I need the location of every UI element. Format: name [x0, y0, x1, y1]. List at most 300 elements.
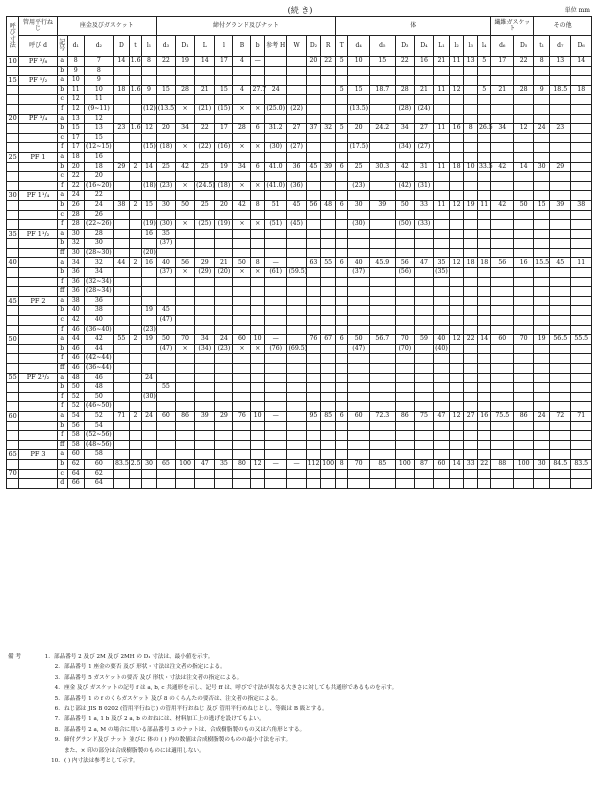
table-cell-fd	[514, 373, 534, 383]
table-cell-b: 27.7	[251, 85, 265, 95]
table-cell-b: 8	[251, 200, 265, 210]
table-cell-l	[215, 316, 233, 326]
table-cell-l1	[434, 143, 450, 153]
table-cell-d3	[156, 66, 175, 76]
table-cell-od	[571, 95, 592, 105]
table-cell-r	[321, 248, 336, 258]
table-cell-l: (16)	[215, 143, 233, 153]
table-cell-b	[233, 172, 251, 182]
table-cell-d5	[369, 239, 395, 249]
table-cell-d2: 12	[84, 114, 113, 124]
table-cell-od	[571, 479, 592, 489]
table-cell-od	[550, 431, 571, 441]
table-cell-fd	[514, 268, 534, 278]
table-cell-l4	[477, 143, 491, 153]
table-cell-b	[251, 66, 265, 76]
table-cell-d1: 40	[67, 306, 84, 316]
table-cell-fd	[514, 143, 534, 153]
table-cell-d1: 22	[67, 181, 84, 191]
table-cell-l2	[449, 181, 464, 191]
table-cell-l2	[449, 479, 464, 489]
table-cell-od	[550, 172, 571, 182]
table-cell-l1: 11	[434, 162, 450, 172]
col-header: b	[251, 36, 265, 57]
table-cell-size	[7, 344, 19, 354]
table-cell-fd	[491, 450, 514, 460]
table-cell-ot	[534, 133, 550, 143]
table-row	[7, 469, 592, 479]
table-cell-od: 72	[550, 411, 571, 421]
table-cell-mark: b	[57, 124, 67, 134]
table-cell-l	[215, 210, 233, 220]
table-cell-fd	[491, 469, 514, 479]
table-cell-l1	[434, 210, 450, 220]
table-cell-od	[550, 364, 571, 374]
table-cell-l: 29	[195, 258, 215, 268]
table-cell-fd: 56	[491, 258, 514, 268]
table-cell-l2	[449, 344, 464, 354]
table-cell-ot: 30	[534, 162, 550, 172]
table-cell-t: 1.6	[129, 85, 141, 95]
table-cell-h	[264, 373, 287, 383]
col-header: d₂	[84, 36, 113, 57]
table-cell-d3	[156, 277, 175, 287]
table-cell-b: ×	[251, 268, 265, 278]
table-cell-r	[321, 440, 336, 450]
table-cell-l4	[477, 133, 491, 143]
table-cell-r	[321, 277, 336, 287]
table-cell-l: 39	[195, 411, 215, 421]
table-cell-w	[287, 354, 306, 364]
table-cell-fd	[514, 421, 534, 431]
table-cell-d2: 15	[84, 133, 113, 143]
table-cell-b	[251, 133, 265, 143]
table-cell-fd	[514, 479, 534, 489]
table-cell-od	[571, 450, 592, 460]
table-cell-d1	[176, 383, 195, 393]
table-cell-od: 13	[550, 57, 571, 67]
table-cell-l2	[449, 392, 464, 402]
table-cell-od	[550, 181, 571, 191]
table-cell-d4: 10	[348, 57, 369, 67]
table-cell-d1	[176, 402, 195, 412]
table-cell-d4	[348, 354, 369, 364]
table-cell-l	[195, 440, 215, 450]
table-cell-mark: c	[57, 210, 67, 220]
table-cell-ot	[534, 306, 550, 316]
table-cell-l	[195, 277, 215, 287]
table-cell-od	[571, 220, 592, 230]
table-cell-w	[287, 95, 306, 105]
table-cell-d4	[348, 296, 369, 306]
table-cell-d3	[156, 210, 175, 220]
table-cell-b: ×	[233, 268, 251, 278]
table-cell-d1	[176, 172, 195, 182]
table-cell-od	[571, 162, 592, 172]
table-cell-l4: 5	[477, 57, 491, 67]
table-cell-d3	[156, 95, 175, 105]
table-cell-l: 21	[195, 85, 215, 95]
table-cell-l	[195, 316, 215, 326]
table-cell-od	[571, 172, 592, 182]
table-cell-w	[287, 114, 306, 124]
table-cell-t	[129, 479, 141, 489]
table-cell-size	[7, 181, 19, 191]
table-cell-l1	[142, 191, 157, 201]
table-cell-l1	[434, 306, 450, 316]
table-cell-l3	[464, 364, 478, 374]
col-header: d₄	[348, 36, 369, 57]
table-cell-thread	[19, 421, 57, 431]
table-cell-h	[264, 114, 287, 124]
table-cell-l2	[449, 325, 464, 335]
table-cell-d1: ×	[176, 104, 195, 114]
table-cell-d2	[306, 191, 321, 201]
table-row	[7, 143, 592, 153]
table-cell-d3	[156, 325, 175, 335]
table-cell-d2: (42~44)	[84, 354, 113, 364]
table-cell-l2	[449, 191, 464, 201]
table-cell-d4	[414, 248, 433, 258]
table-cell-mark: ff	[57, 248, 67, 258]
table-cell-w	[287, 316, 306, 326]
table-cell-t	[129, 191, 141, 201]
table-cell-d4	[348, 248, 369, 258]
col-header: l₄	[477, 36, 491, 57]
table-cell-r	[321, 181, 336, 191]
table-cell-l2	[449, 364, 464, 374]
table-cell-size	[7, 268, 19, 278]
table-cell-d1	[176, 440, 195, 450]
table-cell-thread	[19, 364, 57, 374]
table-cell-d2: 36	[84, 296, 113, 306]
table-cell-d1: 12	[67, 104, 84, 114]
table-cell-l: 21	[215, 258, 233, 268]
table-cell-od	[571, 239, 592, 249]
table-cell-d1: 34	[67, 258, 84, 268]
table-cell-l3: 19	[464, 200, 478, 210]
table-cell-d2	[306, 402, 321, 412]
table-cell-od	[550, 479, 571, 489]
table-cell-t	[129, 229, 141, 239]
table-cell-t: 6	[336, 335, 348, 345]
table-cell-b	[233, 152, 251, 162]
table-cell-l2	[449, 95, 464, 105]
table-cell-fd	[514, 220, 534, 230]
table-cell-l: 34	[195, 335, 215, 345]
table-cell-t	[129, 469, 141, 479]
table-cell-d3: (50)	[395, 220, 414, 230]
table-cell-b: ×	[233, 344, 251, 354]
table-cell-d2	[306, 143, 321, 153]
table-cell-h: 51	[264, 200, 287, 210]
table-cell-l	[215, 114, 233, 124]
table-cell-d1: 30	[67, 248, 84, 258]
table-cell-d4	[414, 268, 433, 278]
table-cell-l	[215, 421, 233, 431]
table-cell-d1: 52	[67, 402, 84, 412]
table-cell-d4	[414, 287, 433, 297]
table-cell-l4	[477, 325, 491, 335]
table-cell-d1: 18	[67, 152, 84, 162]
table-cell-d3	[395, 152, 414, 162]
table-cell-d4	[414, 383, 433, 393]
note-number: 4.	[54, 685, 60, 692]
table-cell-d4	[348, 469, 369, 479]
table-cell-w: 45	[287, 200, 306, 210]
table-cell-l2: 12	[449, 335, 464, 345]
table-cell-d1	[176, 248, 195, 258]
table-row	[7, 440, 592, 450]
table-cell-l	[215, 440, 233, 450]
table-cell-w: 27	[287, 124, 306, 134]
table-row	[7, 392, 592, 402]
table-cell-d2: 18	[84, 162, 113, 172]
table-cell-size	[7, 402, 19, 412]
table-row	[7, 210, 592, 220]
table-cell-od: 14	[571, 57, 592, 67]
other-header: その他	[534, 17, 592, 36]
table-cell-d4	[348, 450, 369, 460]
table-cell-b: ×	[233, 143, 251, 153]
table-cell-thread	[19, 85, 57, 95]
table-cell-b	[251, 364, 265, 374]
table-cell-d3	[395, 191, 414, 201]
table-cell-t	[336, 392, 348, 402]
table-cell-mark: b	[57, 421, 67, 431]
table-cell-t	[129, 450, 141, 460]
table-cell-d3	[156, 296, 175, 306]
col-header: l	[215, 36, 233, 57]
table-cell-od	[550, 143, 571, 153]
table-cell-b	[251, 402, 265, 412]
table-cell-l1	[434, 479, 450, 489]
col-header: T	[336, 36, 348, 57]
table-cell-d2: (36~40)	[84, 325, 113, 335]
table-cell-w: (27)	[287, 143, 306, 153]
table-cell-size	[7, 95, 19, 105]
table-cell-b	[251, 191, 265, 201]
table-cell-d1	[176, 133, 195, 143]
table-cell-od	[571, 133, 592, 143]
table-cell-b	[233, 383, 251, 393]
table-cell-l4	[477, 210, 491, 220]
table-cell-d3	[395, 277, 414, 287]
table-cell-l2	[449, 229, 464, 239]
table-cell-d3	[156, 133, 175, 143]
table-cell-l1	[434, 392, 450, 402]
table-cell-b: ×	[251, 344, 265, 354]
table-cell-l3	[464, 306, 478, 316]
table-row	[7, 76, 592, 86]
table-cell-l2: 16	[449, 124, 464, 134]
table-cell-d2	[306, 469, 321, 479]
table-cell-l3	[464, 114, 478, 124]
table-cell-d4	[414, 76, 433, 86]
table-cell-d3	[395, 383, 414, 393]
table-cell-od: 45	[550, 258, 571, 268]
table-cell-d2	[306, 364, 321, 374]
table-cell-d3	[156, 287, 175, 297]
table-cell-h: —	[264, 258, 287, 268]
table-cell-ot	[534, 450, 550, 460]
table-cell-d4: 60	[348, 411, 369, 421]
table-cell-l	[215, 152, 233, 162]
table-cell-t	[336, 152, 348, 162]
table-cell-d5	[369, 181, 395, 191]
table-cell-t	[336, 373, 348, 383]
table-cell-d4	[414, 450, 433, 460]
table-cell-w	[287, 277, 306, 287]
table-cell-d5: 30.3	[369, 162, 395, 172]
thread-d-header: 呼び d	[19, 36, 57, 57]
table-cell-od	[550, 248, 571, 258]
table-cell-d2: (32~34)	[84, 277, 113, 287]
table-cell-d1: 17	[67, 133, 84, 143]
table-cell-l2	[449, 248, 464, 258]
table-cell-size	[7, 172, 19, 182]
table-cell-fd	[491, 306, 514, 316]
table-cell-fd	[514, 383, 534, 393]
table-cell-d3	[395, 431, 414, 441]
table-cell-l1: 11	[434, 124, 450, 134]
table-cell-d: 29	[113, 162, 129, 172]
table-cell-l4	[477, 479, 491, 489]
table-cell-h	[264, 95, 287, 105]
table-cell-r	[321, 268, 336, 278]
table-cell-d1	[176, 431, 195, 441]
table-cell-d3	[395, 316, 414, 326]
table-cell-l	[195, 239, 215, 249]
table-cell-t: 2	[129, 411, 141, 421]
table-cell-w	[287, 440, 306, 450]
table-cell-l4	[477, 191, 491, 201]
table-cell-mark: a	[57, 258, 67, 268]
table-cell-mark: b	[57, 66, 67, 76]
table-cell-d4	[348, 402, 369, 412]
table-cell-d2: 34	[84, 268, 113, 278]
table-cell-b: 80	[233, 459, 251, 469]
table-cell-fd	[514, 344, 534, 354]
table-cell-h: —	[264, 411, 287, 421]
table-cell-l	[215, 402, 233, 412]
table-cell-thread	[19, 354, 57, 364]
table-cell-l2	[449, 383, 464, 393]
table-cell-r	[321, 383, 336, 393]
table-cell-od	[571, 354, 592, 364]
packing-header: 座金及びガスケット	[57, 17, 156, 36]
table-cell-h	[264, 306, 287, 316]
table-cell-t	[336, 325, 348, 335]
table-cell-l1	[142, 287, 157, 297]
table-cell-t: 6	[336, 200, 348, 210]
table-cell-ot	[534, 479, 550, 489]
table-cell-fd	[514, 296, 534, 306]
table-cell-b	[251, 229, 265, 239]
table-cell-d: 55	[113, 335, 129, 345]
table-cell-d5: 24.2	[369, 124, 395, 134]
table-cell-l3	[464, 172, 478, 182]
table-cell-l: (21)	[195, 104, 215, 114]
table-cell-thread	[19, 411, 57, 421]
table-cell-l3	[464, 95, 478, 105]
table-cell-size	[7, 316, 19, 326]
table-cell-size: 15	[7, 76, 19, 86]
table-cell-h: —	[264, 335, 287, 345]
table-cell-t	[336, 277, 348, 287]
table-cell-w	[287, 421, 306, 431]
table-cell-d1: 54	[67, 411, 84, 421]
table-cell-l	[195, 306, 215, 316]
table-cell-l2	[449, 143, 464, 153]
table-cell-size	[7, 354, 19, 364]
table-cell-d1: 30	[67, 229, 84, 239]
table-cell-mark: a	[57, 411, 67, 421]
table-cell-ot	[534, 431, 550, 441]
table-cell-h: (30)	[264, 143, 287, 153]
table-cell-d2: 50	[84, 392, 113, 402]
table-cell-l	[215, 479, 233, 489]
table-cell-od	[571, 287, 592, 297]
table-cell-ot	[534, 210, 550, 220]
table-cell-d2: (22~26)	[84, 220, 113, 230]
col-header: D₅	[514, 36, 534, 57]
table-cell-od	[571, 364, 592, 374]
table-cell-l1: (20)	[142, 248, 157, 258]
table-cell-d3: 25	[156, 162, 175, 172]
table-cell-od: 11	[571, 258, 592, 268]
table-cell-l1	[142, 66, 157, 76]
table-cell-d: 44	[113, 258, 129, 268]
table-cell-d	[113, 431, 129, 441]
table-cell-fd	[514, 306, 534, 316]
table-cell-l2	[449, 66, 464, 76]
table-cell-d4: 20	[348, 124, 369, 134]
table-cell-h: (76)	[264, 344, 287, 354]
table-cell-l1	[434, 325, 450, 335]
table-cell-d3	[156, 479, 175, 489]
table-cell-ot	[534, 325, 550, 335]
table-cell-l4	[477, 172, 491, 182]
table-cell-b	[251, 95, 265, 105]
table-cell-fd: 75.5	[491, 411, 514, 421]
table-cell-d1	[176, 76, 195, 86]
table-cell-d3: 56	[395, 258, 414, 268]
table-cell-b	[233, 431, 251, 441]
table-cell-b	[251, 440, 265, 450]
table-cell-d4	[348, 479, 369, 489]
table-cell-d2: 7	[84, 57, 113, 67]
table-cell-l2	[449, 172, 464, 182]
table-cell-d3	[156, 114, 175, 124]
table-cell-h	[264, 316, 287, 326]
table-cell-fd	[491, 296, 514, 306]
table-cell-b	[233, 248, 251, 258]
table-cell-fd	[514, 191, 534, 201]
table-cell-d2	[306, 229, 321, 239]
table-cell-d3: 15	[156, 85, 175, 95]
table-cell-d1: 11	[67, 85, 84, 95]
table-cell-fd: 12	[514, 124, 534, 134]
table-cell-l3	[464, 325, 478, 335]
table-cell-l4	[477, 431, 491, 441]
table-cell-d	[113, 191, 129, 201]
table-cell-d	[113, 229, 129, 239]
table-cell-size	[7, 85, 19, 95]
table-cell-d5	[369, 229, 395, 239]
table-cell-l4	[477, 66, 491, 76]
table-cell-size	[7, 143, 19, 153]
